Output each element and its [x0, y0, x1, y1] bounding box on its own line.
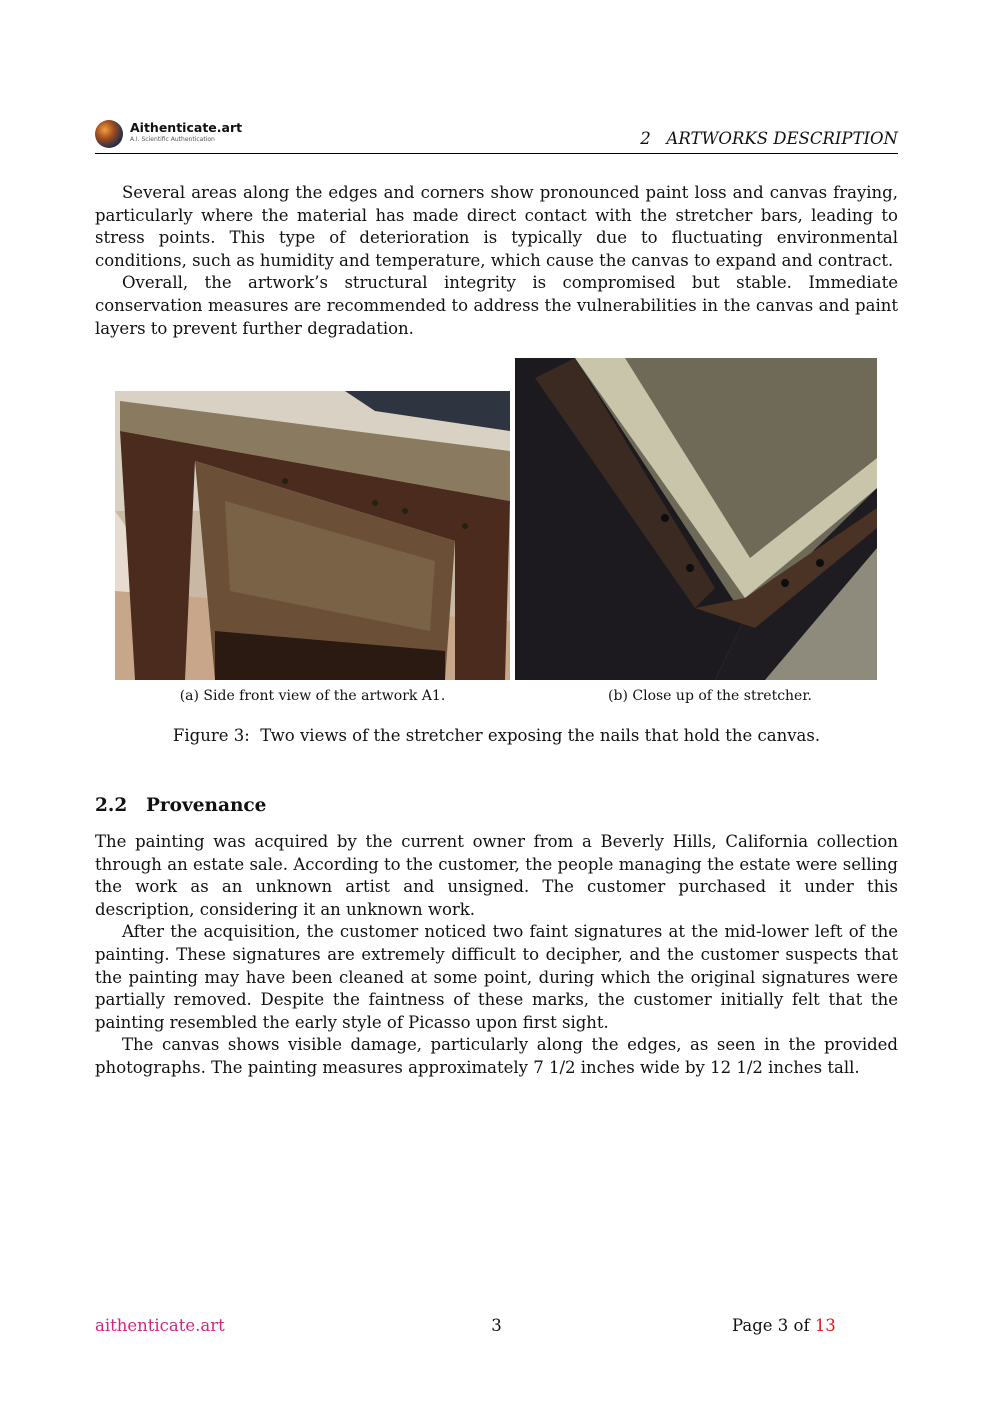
- section-title: Provenance: [146, 795, 267, 816]
- provenance-text: [95, 831, 898, 1080]
- logo-emblem-icon: [95, 120, 123, 148]
- page-label: Page 3 of: [732, 1316, 810, 1335]
- paragraph: The painting was acquired by the current owner from a Beverly Hills, California collection through an estate sale. According to the customer, the people managing the estate were selling the work as an unknown artist and unsigned. The customer purchased it under this description, considering it an unknown work.: [95, 832, 898, 919]
- page-total-link[interactable]: 13: [814, 1316, 836, 1335]
- logo-tagline: A.I. Scientific Authentication: [130, 136, 215, 143]
- paragraph: The canvas shows visible damage, particularly along the edges, as seen in the provided photographs. The painting measures approximately 7 1/2 inches wide by 12 1/2 inches tall.: [95, 1035, 898, 1077]
- footer-page-count: [732, 1316, 836, 1335]
- section-heading: [95, 795, 266, 816]
- logo-name: Aithenticate.art: [130, 120, 243, 135]
- section-number: 2.2: [95, 795, 128, 816]
- photo-stretcher-closeup: [515, 358, 877, 680]
- figure-caption: Figure 3: Two views of the stretcher exposing the nails that hold the canvas.: [172, 726, 821, 745]
- subcaption-b: (b) Close up of the stretcher.: [608, 688, 812, 704]
- intro-text: [95, 182, 898, 340]
- photo-side-front-view: [115, 391, 510, 680]
- header-divider: [95, 153, 898, 154]
- paragraph: After the acquisition, the customer noticed two faint signatures at the mid-lower left of the painting. These signatures are extremely difficult to decipher, and the customer suspects that the painting may have been cleaned at some point, during which the original signatures were partially removed. Despite the faintness of these marks, the customer initially felt that the painting resembled the early style of Picasso upon first sight.: [95, 922, 898, 1032]
- running-head: 2 ARTWORKS DESCRIPTION: [640, 129, 898, 148]
- brand-logo: [95, 118, 243, 152]
- paragraph: Several areas along the edges and corners show pronounced paint loss and canvas fraying, particularly where the material has made direct contact with the stretcher bars, leading to stress points. This type of deterioration is typically due to fluctuating environmental conditions, such as humidity and temperature, which cause the canvas to expand and contract.: [95, 183, 898, 270]
- subcaption-a: (a) Side front view of the artwork A1.: [179, 688, 446, 704]
- paragraph: Overall, the artwork’s structural integrity is compromised but stable. Immediate conservation measures are recommended to address the vulnerabilities in the canvas and paint layers to prevent further degradation.: [95, 273, 898, 338]
- footer-site-link[interactable]: aithenticate.art: [95, 1316, 225, 1335]
- footer-page-number: 3: [491, 1316, 502, 1335]
